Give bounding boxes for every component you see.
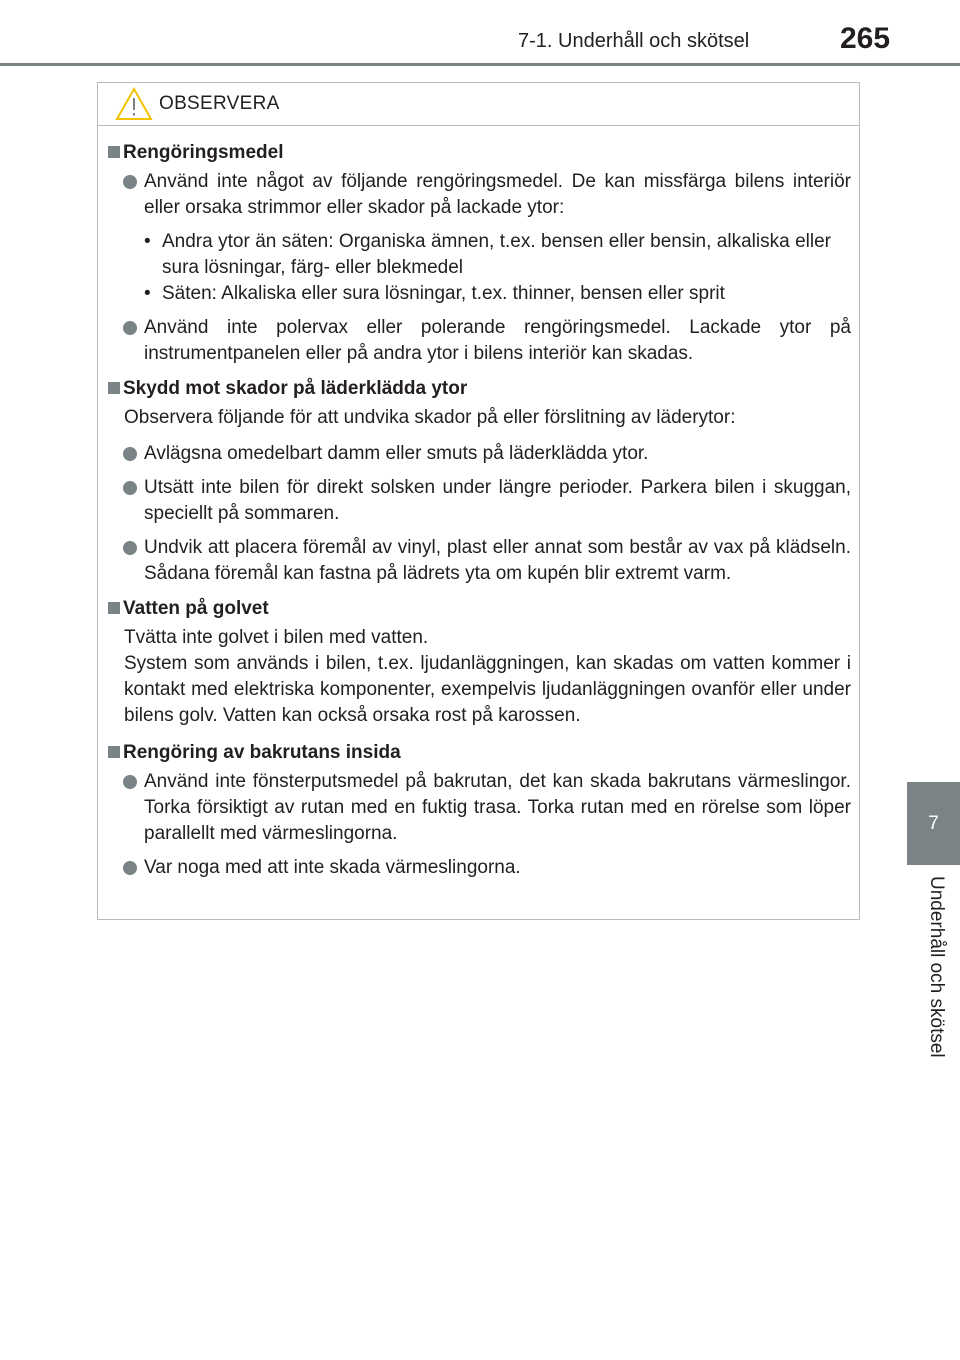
list-item: Använd inte polervax eller polerande rengöringsmedel. Lackade ytor på instrumentpanelen eller på andra ytor i bilens interiör kan skadas. xyxy=(98,315,859,367)
round-bullet-icon xyxy=(123,481,137,495)
round-bullet-icon xyxy=(123,775,137,789)
list-item: Använd inte fönsterputsmedel på bakrutan, det kan skada bakrutans värmeslingor. Torka försiktigt av rutan med en fuktig trasa. Torka rutan med en rörelse som löper parallellt med värmeslingorna. xyxy=(98,769,859,847)
sub-list-item: • Säten: Alkaliska eller sura lösningar, t.ex. thinner, bensen eller sprit xyxy=(98,281,859,307)
square-bullet-icon xyxy=(108,146,120,158)
notice-content xyxy=(98,139,859,889)
round-bullet-icon xyxy=(123,321,137,335)
chapter-tab xyxy=(907,782,960,865)
paragraph: Tvätta inte golvet i bilen med vatten. xyxy=(124,627,429,648)
list-item: Utsätt inte bilen för direkt solsken under längre perioder. Parkera bilen i skuggan, speciellt på sommaren. xyxy=(98,475,859,527)
section-title: Rengöring av bakrutans insida xyxy=(98,739,859,766)
header-section-title: 7-1. Underhåll och skötsel xyxy=(518,30,750,52)
list-item: Avlägsna omedelbart damm eller smuts på läderklädda ytor. xyxy=(98,441,859,467)
page-number: 265 xyxy=(840,22,891,55)
chapter-label: Underhåll och skötsel xyxy=(926,876,947,1058)
round-bullet-icon xyxy=(123,861,137,875)
notice-box xyxy=(97,82,860,920)
list-item: Undvik att placera föremål av vinyl, plast eller annat som består av vax på klädseln. Sådana föremål kan fastna på lädrets yta om kupén blir extremt varm. xyxy=(98,535,859,587)
round-bullet-icon xyxy=(123,175,137,189)
list-item: Använd inte något av följande rengöringsmedel. De kan missfärga bilens interiör eller orsaka strimmor eller skador på lackade ytor: xyxy=(98,169,859,221)
square-bullet-icon xyxy=(108,602,120,614)
notice-header xyxy=(98,83,859,126)
section-title: Rengöringsmedel xyxy=(98,139,859,166)
section-intro: Observera följande för att undvika skador på eller förslitning av läderytor: xyxy=(124,407,736,428)
section-title: Skydd mot skador på läderklädda ytor xyxy=(98,375,859,402)
list-item: Var noga med att inte skada värmeslingorna. xyxy=(98,855,859,881)
sub-list-item: • Andra ytor än säten: Organiska ämnen, t.ex. bensen eller bensin, alkaliska eller sura lösningar, färg- eller blekmedel xyxy=(144,231,831,278)
round-bullet-icon xyxy=(123,541,137,555)
header-divider xyxy=(0,63,960,66)
small-bullet-icon: • xyxy=(144,231,151,252)
chapter-number: 7 xyxy=(928,812,939,834)
warning-triangle-icon xyxy=(115,87,153,121)
square-bullet-icon xyxy=(108,746,120,758)
notice-title: OBSERVERA xyxy=(159,93,280,114)
round-bullet-icon xyxy=(123,447,137,461)
section-title: Vatten på golvet xyxy=(98,595,859,622)
square-bullet-icon xyxy=(108,382,120,394)
paragraph: System som används i bilen, t.ex. ljudanläggningen, kan skadas om vatten kommer i kontakt med elektriska komponenter, exempelvis ljudanläggningen ovanför eller under bilens golv. Vatten kan också orsaka rost på karossen. xyxy=(124,653,851,726)
small-bullet-icon: • xyxy=(144,283,151,304)
